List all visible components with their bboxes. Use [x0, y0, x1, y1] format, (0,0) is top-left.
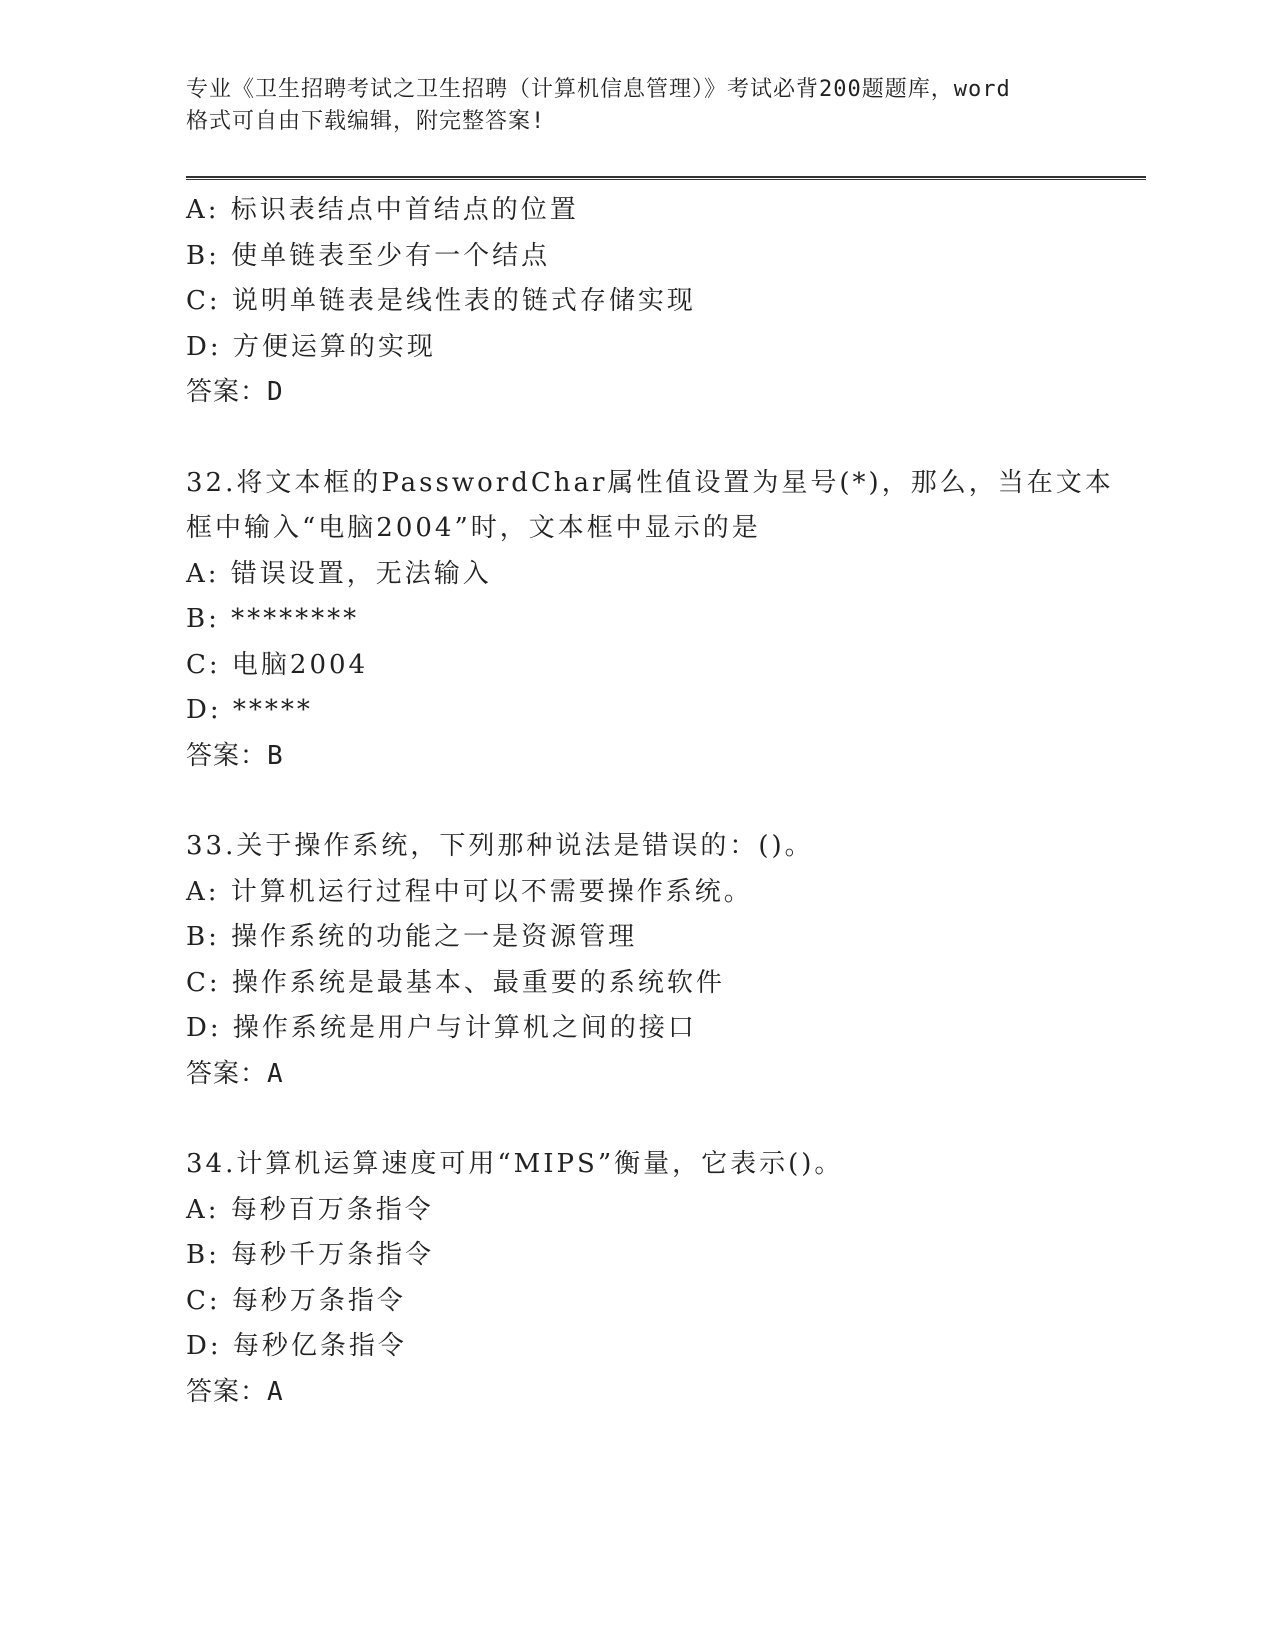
- option-d: D: *****: [186, 695, 313, 725]
- option-a: A: 标识表结点中首结点的位置: [186, 195, 579, 225]
- question-32: [186, 461, 1114, 780]
- option-b: B: 使单链表至少有一个结点: [186, 240, 551, 271]
- question-title: 34.计算机运算速度可用“MIPS”衡量，它表示()。: [186, 1149, 844, 1179]
- option-d: D: 操作系统是用户与计算机之间的接口: [186, 1013, 697, 1043]
- header-line-2: 格式可自由下载编辑，附完整答案!: [186, 109, 546, 134]
- option-c: C: 电脑2004: [186, 649, 369, 680]
- option-b: B: ********: [186, 604, 360, 634]
- option-b: B: 每秒千万条指令: [186, 1240, 435, 1270]
- option-d: D: 每秒亿条指令: [186, 1331, 407, 1361]
- option-c: C: 每秒万条指令: [186, 1285, 406, 1316]
- question-title: 33.关于操作系统，下列那种说法是错误的：()。: [186, 831, 814, 861]
- option-a: A: 每秒百万条指令: [186, 1194, 434, 1225]
- question-title-line-2: 框中输入“电脑2004”时，文本框中显示的是: [186, 513, 761, 543]
- question-33: [186, 824, 1086, 1097]
- option-d: D: 方便运算的实现: [186, 331, 436, 362]
- option-c: C: 操作系统是最基本、最重要的系统软件: [186, 967, 725, 998]
- option-a: A: 计算机运行过程中可以不需要操作系统。: [186, 876, 753, 907]
- answer: 答案：A: [186, 1376, 284, 1407]
- question-list: [186, 188, 1114, 1415]
- answer: 答案：A: [186, 1058, 284, 1089]
- spacer: [186, 1097, 1086, 1142]
- question-title-line-1: 32.将文本框的PasswordChar属性值设置为星号(*)，那么，当在文本: [186, 467, 1114, 498]
- option-b: B: 操作系统的功能之一是资源管理: [186, 922, 638, 952]
- header-line-1: 专业《卫生招聘考试之卫生招聘（计算机信息管理）》考试必背200题题库，word: [186, 77, 1011, 102]
- option-c: C: 说明单链表是线性表的链式存储实现: [186, 286, 696, 316]
- question-34: [186, 1142, 1086, 1415]
- question-31: [186, 188, 1086, 416]
- document-header: [186, 74, 1086, 138]
- spacer: [186, 416, 1086, 461]
- header-divider: [186, 176, 1146, 180]
- spacer: [186, 779, 1086, 824]
- answer: 答案：B: [186, 740, 284, 771]
- answer: 答案：D: [186, 377, 284, 407]
- option-a: A: 错误设置，无法输入: [186, 558, 492, 589]
